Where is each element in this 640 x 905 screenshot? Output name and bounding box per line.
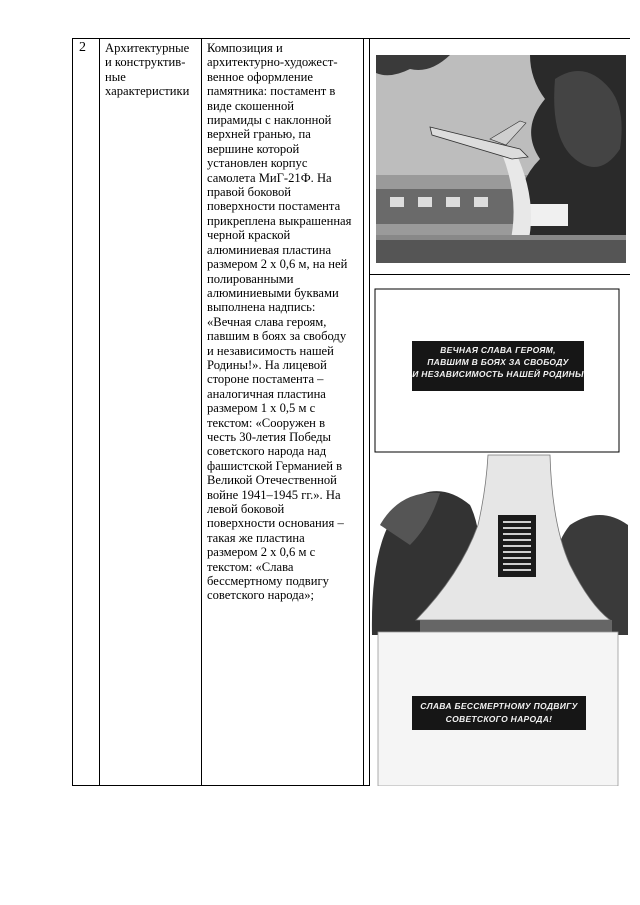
description-cell	[207, 41, 361, 603]
description-line: Родины!». На лицевой	[207, 357, 327, 372]
description-line: венное оформление	[207, 69, 313, 84]
description-line: самолета МиГ-21Ф. На	[207, 170, 332, 185]
description-line: прикреплена выкрашенная	[207, 213, 352, 228]
description-line: такая же пластина	[207, 530, 305, 545]
description-line: текстом: «Сооружен в	[207, 415, 326, 430]
text-line: и конструктив-	[105, 55, 186, 70]
plate-text-line: И НЕЗАВИСИМОСТЬ НАШЕЙ РОДИНЫ	[412, 369, 584, 379]
description-line: размером 2 х 0,6 м с	[207, 545, 316, 560]
column-divider	[201, 39, 202, 785]
monument-photo-image	[370, 39, 630, 274]
description-line: советского народа над	[207, 444, 327, 459]
description-line: установлен корпус	[207, 156, 308, 171]
description-line: поверхности основания –	[207, 516, 344, 531]
photo-monument-aircraft	[370, 39, 630, 274]
description-line: виде скошенной	[207, 98, 294, 113]
plate-eternal-glory	[412, 341, 584, 391]
description-line: алюминиевыми буквами	[207, 285, 339, 300]
plate-text-line: СЛАВА БЕССМЕРТНОМУ ПОДВИГУ	[420, 701, 578, 711]
description-line: войне 1941–1945 гг.». На	[207, 487, 341, 502]
plate-text-line: ВЕЧНАЯ СЛАВА ГЕРОЯМ,	[440, 345, 556, 355]
description-line: фашистской Германией в	[207, 458, 343, 473]
description-line: «Вечная слава героям,	[207, 314, 327, 329]
description-line: текстом: «Слава	[207, 559, 294, 574]
description-line: бессмертному подвигу	[207, 574, 329, 589]
description-line: павшим в боях за свободу	[207, 329, 347, 344]
row-number: 2	[79, 40, 86, 55]
description-line: стороне постамента –	[207, 372, 324, 387]
description-line: полированными	[207, 271, 294, 286]
description-line: черной краской	[207, 228, 291, 243]
text-line: ные	[105, 69, 126, 84]
description-line: аналогичная пластина	[207, 386, 326, 401]
plate-text-line: СОВЕТСКОГО НАРОДА!	[445, 714, 553, 724]
description-line: честь 30-летия Победы	[207, 429, 331, 444]
characteristic-cell	[105, 41, 201, 99]
description-line: верхней гранью, па	[207, 127, 311, 142]
description-line: левой боковой	[207, 502, 285, 516]
description-line: и независимость нашей	[207, 343, 334, 358]
description-line: выполнена надпись:	[207, 300, 316, 315]
description-line: размером 2 х 0,6 м, на ней	[207, 257, 348, 272]
column-divider	[99, 39, 100, 785]
text-line: Архитектурные	[105, 41, 190, 55]
description-line: Композиция и	[207, 41, 283, 55]
plate-immortal-feat	[412, 696, 586, 730]
description-line: Великой Отечественной	[207, 473, 337, 488]
description-line: размером 1 х 0,5 м с	[207, 401, 316, 416]
description-line: советского народа»;	[207, 588, 315, 603]
monument-table	[72, 38, 630, 786]
description-line: алюминиевая пластина	[207, 242, 332, 257]
plate-text-line: ПАВШИМ В БОЯХ ЗА СВОБОДУ	[427, 357, 569, 367]
text-line: характеристики	[105, 84, 190, 99]
description-line: вершине которой	[207, 141, 300, 156]
description-line: памятника: постамент в	[207, 84, 336, 99]
description-line: правой боковой	[207, 185, 292, 200]
photo-monument-pedestal	[370, 275, 630, 786]
column-divider	[363, 39, 364, 785]
description-line: пирамиды с наклонной	[207, 113, 332, 128]
description-line: поверхности постамента	[207, 199, 341, 214]
description-line: архитектурно-художест-	[207, 55, 338, 70]
